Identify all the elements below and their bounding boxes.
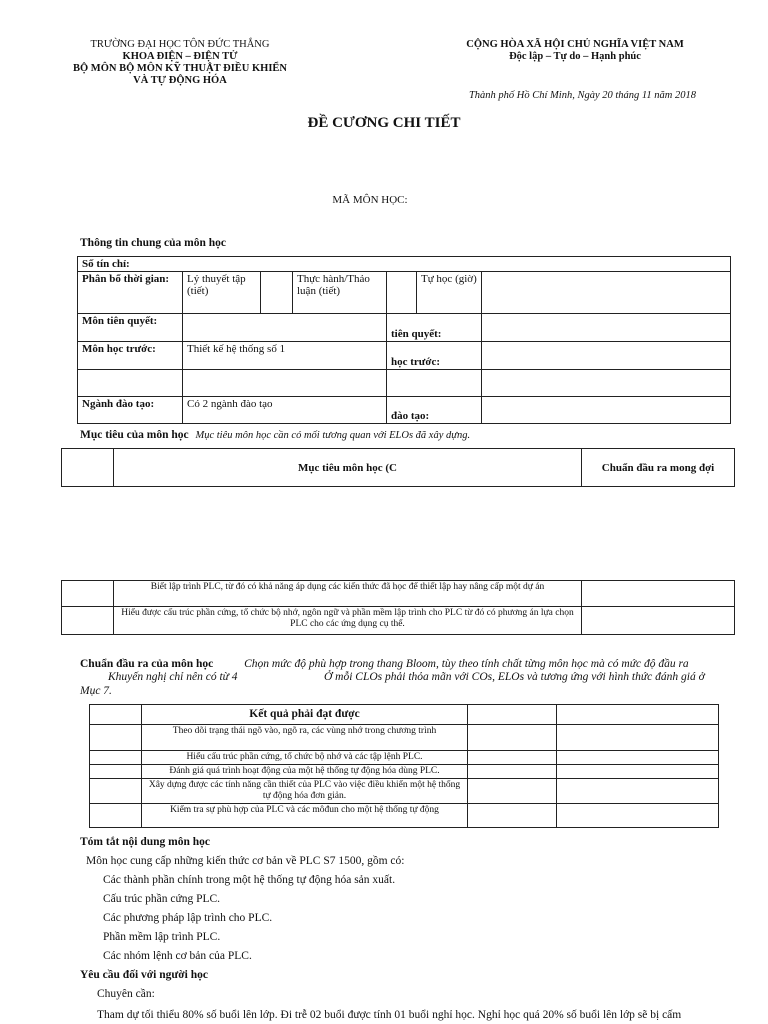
summary-item-5: Các nhóm lệnh cơ bản của PLC. — [103, 950, 252, 962]
summary-item-1: Các thành phần chính trong một hệ thống tự động hóa sản xuất. — [103, 874, 396, 886]
blank-value — [183, 370, 387, 397]
outcomes-heading: Chuẩn đầu ra của môn học — [80, 658, 214, 670]
outcome-row-5: Kiểm tra sự phù hợp của PLC và các môđun cho một hệ thống tự động — [142, 804, 468, 828]
expected-outcomes-col-header: Chuẩn đầu ra mong đợi — [582, 449, 735, 487]
objective-row-2: Hiểu được cấu trúc phần cứng, tổ chức bộ nhớ, ngôn ngữ và phần mềm lập trình cho PLC từ đó có phương án lựa chọn PLC cho các ứng dụng cụ thể. — [114, 607, 582, 635]
objectives-heading-line — [80, 429, 470, 441]
nation-motto: Độc lập – Tự do – Hạnh phúc — [509, 51, 641, 62]
blank-label — [78, 370, 183, 397]
page-title: ĐỀ CƯƠNG CHI TIẾT — [307, 115, 461, 131]
objectives-col-header: Mục tiêu môn học (C — [114, 449, 582, 487]
faculty-name: KHOA ĐIỆN – ĐIỆN TỬ — [122, 51, 238, 62]
outcome-index — [90, 725, 142, 751]
summary-item-3: Các phương pháp lập trình cho PLC. — [103, 912, 273, 924]
date-line: Thành phố Hồ Chí Minh, Ngày 20 tháng 11 năm 2018 — [468, 90, 696, 101]
summary-item-2: Cấu trúc phần cứng PLC. — [103, 893, 221, 905]
outcome-cell — [557, 705, 719, 725]
prereq-right-value — [482, 314, 731, 342]
outcomes-note-2: Khuyến nghị chỉ nên có từ 4 — [108, 671, 238, 683]
objectives-table — [61, 580, 735, 635]
outcome-row-2: Hiểu cấu trúc phần cứng, tổ chức bộ nhớ và các tập lệnh PLC. — [142, 751, 468, 765]
objectives-header-table — [61, 448, 735, 487]
outcome-cell — [557, 804, 719, 828]
outcome-index — [90, 779, 142, 804]
outcome-index — [90, 804, 142, 828]
practice-cell: Thực hành/Thảo luận (tiết) — [293, 272, 387, 314]
prev-course-value: Thiết kế hệ thống số 1 — [183, 342, 387, 370]
outcome-cell — [557, 779, 719, 804]
credits-label: Số tín chỉ: — [78, 257, 731, 272]
objectives-index-cell — [62, 449, 114, 487]
time-label: Phân bổ thời gian: — [78, 272, 183, 314]
objectives-note: Mục tiêu môn học cần có mối tương quan với ELOs đã xây dựng. — [195, 430, 471, 441]
objective-index — [62, 607, 114, 635]
prereq-right-label: tiên quyết: — [387, 314, 482, 342]
outcome-cell — [468, 779, 557, 804]
outcome-row-1: Theo dõi trạng thái ngõ vào, ngõ ra, các vùng nhớ trong chương trình — [142, 725, 468, 751]
outcome-cell — [468, 804, 557, 828]
prereq-value — [183, 314, 387, 342]
attendance-label: Chuyên cần: — [97, 988, 155, 1000]
major-right-value — [482, 397, 731, 424]
outcome-index — [90, 751, 142, 765]
objective-outcome — [582, 607, 735, 635]
department-name-cont: VÀ TỰ ĐỘNG HÓA — [133, 75, 227, 86]
objective-outcome — [582, 581, 735, 607]
outcomes-heading-block — [80, 657, 740, 671]
course-code-label: MÃ MÔN HỌC: — [332, 194, 408, 206]
outcome-cell — [468, 725, 557, 751]
outcome-row-3: Đánh giá quá trình hoạt động của một hệ thống tự động hóa dùng PLC. — [142, 765, 468, 779]
objective-index — [62, 581, 114, 607]
summary-item-4: Phần mềm lập trình PLC. — [103, 931, 221, 943]
outcome-index — [90, 765, 142, 779]
outcome-cell — [557, 751, 719, 765]
theory-cell: Lý thuyết tập (tiết) — [183, 272, 261, 314]
nation-header — [430, 39, 720, 63]
summary-heading: Tóm tắt nội dung môn học — [80, 836, 211, 848]
blank-right-label — [387, 370, 482, 397]
prev-right-label: học trước: — [387, 342, 482, 370]
department-name: BỘ MÔN BỘ MÔN KỸ THUẬT ĐIỀU KHIỂN — [72, 63, 287, 74]
outcomes-table — [89, 704, 719, 828]
outcomes-note-1: Chọn mức độ phù hợp trong thang Bloom, tùy theo tính chất từng môn học mà có mức độ đầu ra — [244, 658, 689, 670]
outcome-cell — [557, 725, 719, 751]
blank-right-value — [482, 370, 731, 397]
outcome-cell — [557, 765, 719, 779]
general-info-heading: Thông tin chung của môn học — [80, 237, 227, 249]
outcome-cell — [468, 705, 557, 725]
outcomes-note-4: Mục 7. — [80, 685, 112, 697]
outcome-index — [90, 705, 142, 725]
summary-intro: Môn học cung cấp những kiến thức cơ bản về PLC S7 1500, gồm có: — [86, 855, 405, 867]
prev-course-label: Môn học trước: — [78, 342, 183, 370]
selfstudy-cell: Tự học (giờ) — [417, 272, 482, 314]
outcome-cell — [468, 765, 557, 779]
nation-name: CỘNG HÒA XÃ HỘI CHỦ NGHĨA VIỆT NAM — [466, 39, 684, 50]
outcome-row-4: Xây dựng được các tính năng cần thiết của PLC vào việc điều khiển một hệ thống tự động hóa đơn giản. — [142, 779, 468, 804]
objectives-heading: Mục tiêu của môn học — [80, 429, 189, 441]
major-value: Có 2 ngành đào tạo — [183, 397, 387, 424]
university-name: TRƯỜNG ĐẠI HỌC TÔN ĐỨC THẮNG — [90, 39, 270, 50]
outcome-cell — [468, 751, 557, 765]
objective-row-1: Biết lập trình PLC, từ đó có khả năng áp dụng các kiến thức đã học để thiết lập hay nâng cấp một dự án — [114, 581, 582, 607]
university-header — [60, 39, 300, 87]
practice-value — [387, 272, 417, 314]
selfstudy-value — [482, 272, 731, 314]
general-info-table — [77, 256, 731, 424]
major-right-label: đào tạo: — [387, 397, 482, 424]
prereq-label: Môn tiên quyết: — [78, 314, 183, 342]
prev-right-value — [482, 342, 731, 370]
requirements-heading: Yêu cầu đối với người học — [80, 969, 208, 981]
major-label: Ngành đào tạo: — [78, 397, 183, 424]
outcomes-col-header: Kết quả phải đạt được — [142, 705, 468, 725]
theory-value — [261, 272, 293, 314]
outcomes-note-3: Ở mỗi CLOs phải thỏa mãn với COs, ELOs và tương ứng với hình thức đánh giá ở — [324, 671, 705, 683]
attendance-text: Tham dự tối thiểu 80% số buổi lên lớp. Đi trễ 02 buổi được tính 01 buổi nghỉ học. Nghỉ học quá 20% số buổi lên lớp sẽ bị cấm — [97, 1009, 682, 1021]
